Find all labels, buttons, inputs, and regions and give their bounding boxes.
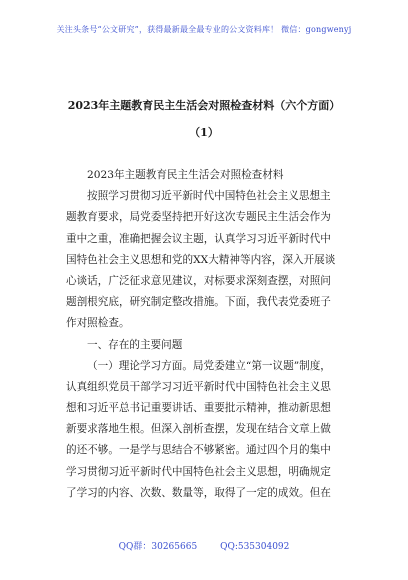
- body-line: 题剖根究底，研究制定整改措施。下面，我代表党委班子: [66, 296, 331, 309]
- body-line: 作对照检查。: [66, 317, 130, 330]
- footer-qq-contact: QQ:535304092: [220, 542, 290, 552]
- body-line: 新要求落地生根。但深入剖析查摆，发现在结合文章上做: [66, 423, 331, 436]
- body-line: 国特色社会主义思想和党的XX大精神等内容，深入开展谈: [66, 253, 336, 266]
- body-line: 心谈话，广泛征求意见建议，对标要求深刻查摆，对照问: [66, 274, 331, 287]
- body-line: 学习贯彻习近平新时代中国特色社会主义思想，明确规定: [66, 465, 331, 478]
- body-line: 按照学习贯彻习近平新时代中国特色社会主义思想主: [87, 190, 331, 203]
- body-line: （一）理论学习方面。局党委建立“第一议题”制度，: [87, 359, 331, 372]
- document-title: 2023年主题教育民主生活会对照检查材料（六个方面）: [67, 99, 341, 112]
- footer-contacts: [0, 539, 408, 552]
- body-line: 的还不够。一是学与思结合不够紧密。通过四个月的集中: [66, 444, 331, 457]
- body-line: 认真组织党员干部学习习近平新时代中国特色社会主义思: [66, 380, 331, 393]
- section-number: （1）: [189, 126, 219, 139]
- body-line: 一、存在的主要问题: [87, 338, 183, 351]
- body-line: 题教育要求，局党委坚持把开好这次专题民主生活会作为: [66, 211, 331, 224]
- body-line: 2023年主题教育民主生活会对照检查材料: [87, 169, 284, 181]
- body-line: 想和习近平总书记重要讲话、重要批示精神，推动新思想: [66, 402, 331, 415]
- footer-qq-group: QQ群：30265665: [118, 542, 198, 552]
- body-line: 了学习的内容、次数、数量等，取得了一定的成效。但在: [66, 486, 331, 499]
- body-line: 重中之重，准确把握会议主题，认真学习习近平新时代中: [66, 232, 331, 245]
- promo-banner: 关注头条号“公文研究”，获得最新最全最专业的公文资料库！ 微信：gongwenyj: [56, 25, 352, 34]
- document-body: [66, 165, 346, 504]
